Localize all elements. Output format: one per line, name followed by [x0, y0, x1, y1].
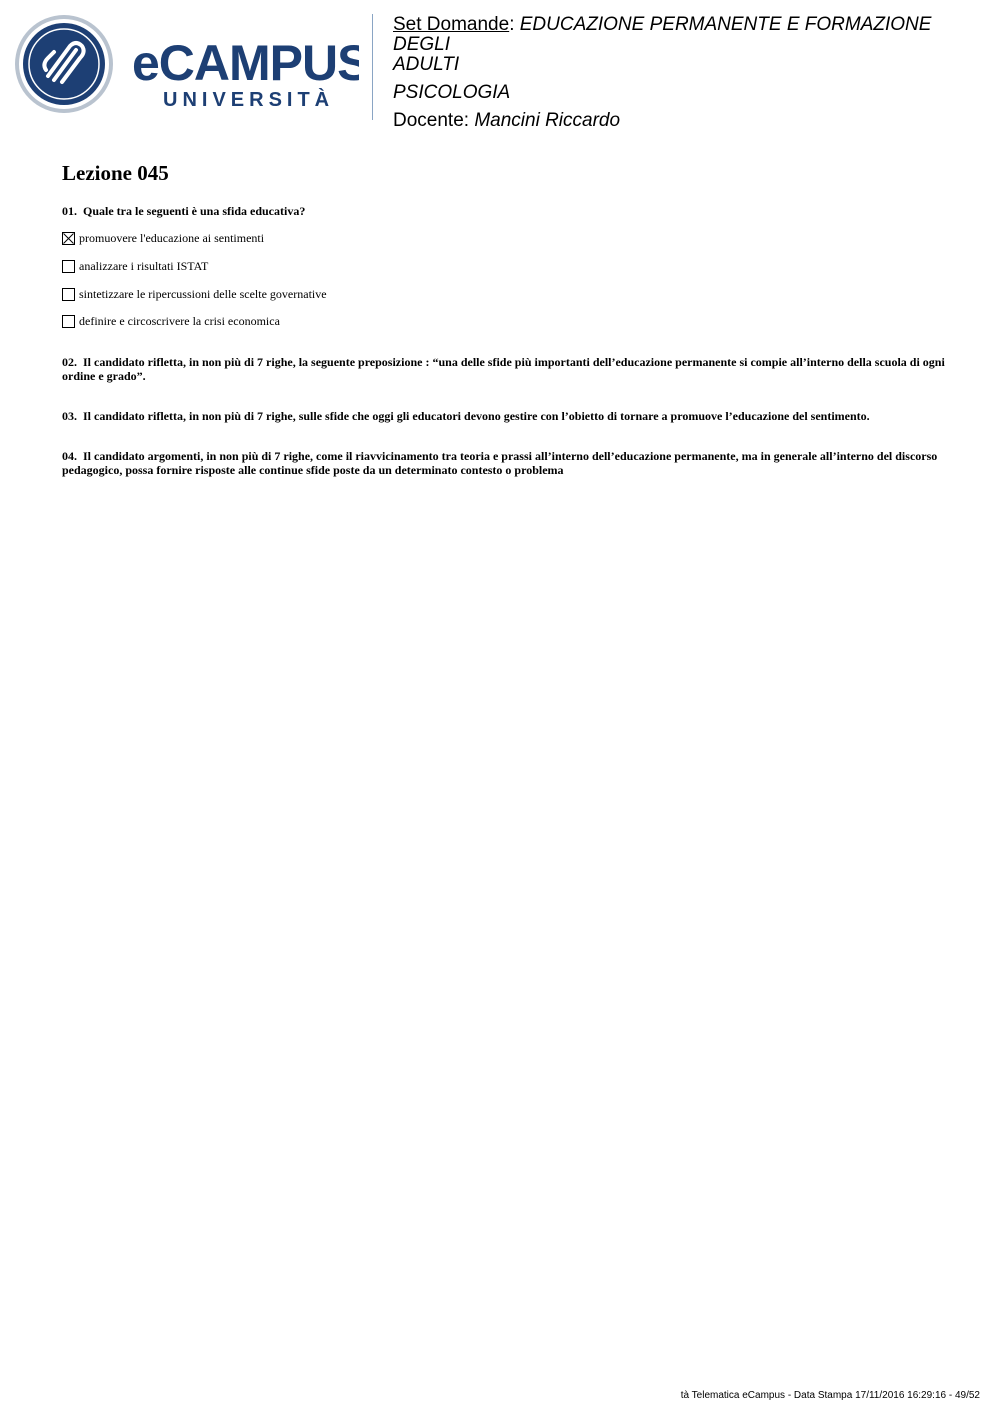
header-divider [372, 14, 373, 120]
subject: PSICOLOGIA [393, 82, 511, 103]
lesson-title: Lezione 045 [62, 161, 169, 185]
set-label: Set Domande [393, 14, 510, 35]
checkbox[interactable] [62, 260, 75, 273]
page-footer: tà Telematica eCampus - Data Stampa 17/11/2016 16:29:16 - 49/52 [680, 1390, 980, 1401]
option-label: definire e circoscrivere la crisi economica [79, 314, 280, 328]
logo-subtext: UNIVERSITÀ [163, 89, 335, 111]
teacher-label: Docente: [393, 110, 470, 131]
option-label: sintetizzare le ripercussioni delle scelte governative [79, 287, 327, 301]
answer-option[interactable] [62, 230, 264, 246]
checked-checkbox[interactable] [62, 232, 75, 245]
ecampus-logo [14, 14, 359, 118]
answer-option[interactable] [62, 286, 327, 302]
answer-option[interactable] [62, 313, 280, 329]
header-info [393, 15, 993, 131]
question-04 [62, 449, 952, 477]
question-number: 03. [62, 409, 77, 423]
set-title: EDUCAZIONE PERMANENTE E FORMAZIONE DEGLI [393, 14, 932, 55]
x-mark-icon [63, 233, 74, 244]
question-02 [62, 355, 952, 383]
logo-seal-icon [15, 15, 113, 113]
answer-option[interactable] [62, 258, 208, 274]
question-text: Quale tra le seguenti è una sfida educativa? [83, 204, 306, 218]
question-number: 04. [62, 449, 77, 463]
option-label: analizzare i risultati ISTAT [79, 259, 209, 273]
set-title-line: Set Domande: EDUCAZIONE PERMANENTE E FORMAZIONE DEGLI [393, 14, 932, 55]
question-text: Il candidato rifletta, in non più di 7 righe, sulle sfide che oggi gli educatori devono gestire con l’obietto di tornare a promuove l’educazione del sentimento. [83, 409, 870, 423]
question-text: Il candidato argomenti, in non più di 7 righe, come il riavvicinamento tra teoria e prassi all’interno dell’educazione permanente, ma in generale all’interno del discorso pedagogico, possa fornire risposte alle continue sfide poste da un determinato contesto o problema [62, 449, 938, 477]
question-number: 02. [62, 355, 77, 369]
checkbox[interactable] [62, 315, 75, 328]
question-03 [62, 409, 952, 423]
teacher-name: Mancini Riccardo [474, 110, 621, 131]
checkbox[interactable] [62, 288, 75, 301]
question-text: Il candidato rifletta, in non più di 7 righe, la seguente preposizione : “una delle sfide più importanti dell’educazione permanente si compie all’interno della scuola di ogni ordine e grado”. [62, 355, 945, 383]
logo-text: eCAMPUS [132, 35, 359, 91]
set-title-continued: ADULTI [393, 54, 460, 75]
question-number: 01. [62, 204, 77, 218]
option-label: promuovere l'educazione ai sentimenti [79, 231, 265, 245]
question-01 [62, 204, 952, 218]
teacher-line [393, 111, 993, 131]
